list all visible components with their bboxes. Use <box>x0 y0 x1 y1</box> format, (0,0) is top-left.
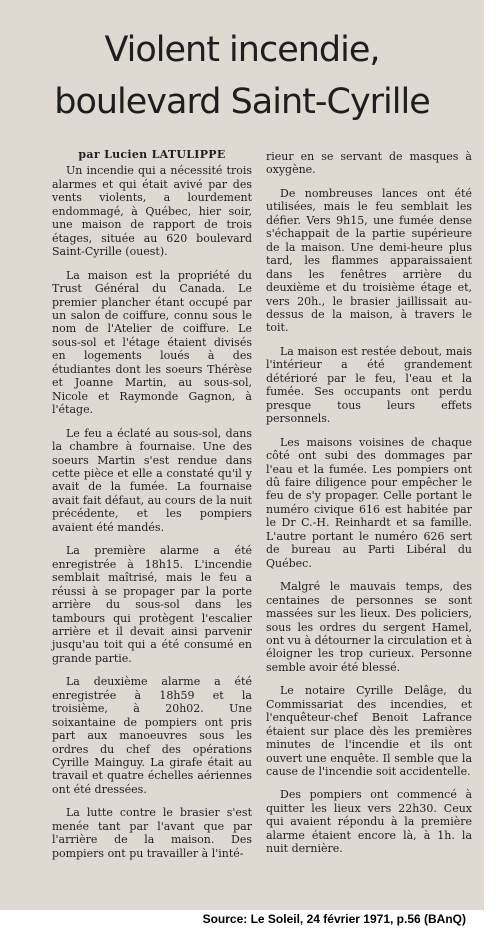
paragraph: Les maisons voisines de chaque côté ont subi des dommages par l'eau et la fumée. Les pompiers ont dû faire diligence pour empêcher le feu de s'y propager. Celle portant le numéro civique 616 est habitée par le Dr C.-H. Reinhardt et sa famille. L'autre portant le numéro 626 sert de bureau au Parti Libéral du Québec. <box>266 435 472 570</box>
paragraph: Le notaire Cyrille Delâge, du Commissariat des incendies, et l'enquêteur-chef Benoit Lafrance étaient sur place dès les premières minutes de l'incendie et ils ont ouvert une enquête. Il semble que la cause de l'incendie soit accidentelle. <box>266 684 472 779</box>
paragraph: De nombreuses lances ont été utilisées, mais le feu semblait les défier. Vers 9h15, une fumée dense s'échappait de la partie supérieure de la maison. Une demi-heure plus tard, les flammes apparaissaient dans les fenêtres arrière du deuxième et du troisième étage et, vers 20h., le brasier jaillissait au-dessus de la maison, à travers le toit. <box>266 186 472 335</box>
paragraph: La maison est la propriété du Trust Général du Canada. Le premier plancher étant occupé par un salon de coiffure, connu sous le nom de l'Atelier de coiffure. Le sous-sol et l'étage étaient divisés en logements loués à des étudiantes dont les soeurs Thérèse et Joanne Martin, au sous-sol, Nicole et Raymonde Gagnon, à l'étage. <box>52 268 252 417</box>
headline <box>0 24 484 128</box>
paragraph: Malgré le mauvais temps, des centaines de personnes se sont massées sur les lieux. Des policiers, sous les ordres du sergent Hamel, ont vu à détourner la circulation et à éloigner les trop curieux. Personne semble avoir été blessé. <box>266 580 472 674</box>
paragraph: La deuxième alarme a été enregistrée à 18h59 et la troisième, à 20h02. Une soixantaine de pompiers ont pris part aux manoeuvres sous les ordres du chef des opérations Cyrille Mainguy. La girafe était au travail et quatre échelles aériennes ont été dressées. <box>52 675 252 796</box>
article-column-left <box>52 148 252 870</box>
paragraph: La maison est restée debout, mais l'intérieur a été grandement détérioré par le feu, l'eau et la fumée. Ses occupants ont perdu presque tous leurs effets personnels. <box>266 344 472 426</box>
headline-line-2: boulevard Saint-Cyrille <box>54 82 430 122</box>
paragraph: La lutte contre le brasier s'est menée tant par l'avant que par l'arrière de la maison. Des pompiers ont pu travailler à l'inté- <box>52 806 252 860</box>
article-column-right <box>266 150 472 866</box>
paragraph: La première alarme a été enregistrée à 18h15. L'incendie semblait maîtrisé, mais le feu a réussi à se propager par la porte arrière du sous-sol dans les tambours qui protègent l'escalier arrière et il devait ainsi parvenir jusqu'au toit qui a été consumé en grande partie. <box>52 544 252 665</box>
headline-line-1: Violent incendie, <box>104 30 380 70</box>
source-caption: Source: Le Soleil, 24 février 1971, p.56 (BAnQ) <box>202 912 466 926</box>
paragraph: Le feu a éclaté au sous-sol, dans la chambre à fournaise. Une des soeurs Martin s'est rendue dans cette pièce et elle a constaté qu'il y avait de la fumée. La fournaise avait fait défaut, au cours de la nuit précédente, et les pompiers avaient été mandés. <box>52 426 252 534</box>
byline: par Lucien LATULIPPE <box>78 148 226 161</box>
paragraph-continued: rieur en se servant de masques à oxygène. <box>266 150 472 177</box>
paragraph: Des pompiers ont commencé à quitter les lieux vers 22h30. Ceux qui avaient répondu à la première alarme étaient encore là, à 1h. la nuit dernière. <box>266 788 472 856</box>
paragraph: Un incendie qui a nécessité trois alarmes et qui était avivé par des vents violents, a lourdement endommagé, à Québec, hier soir, une maison de rapport de trois étages, située au 620 boulevard Saint-Cyrille (ouest). <box>52 164 252 259</box>
